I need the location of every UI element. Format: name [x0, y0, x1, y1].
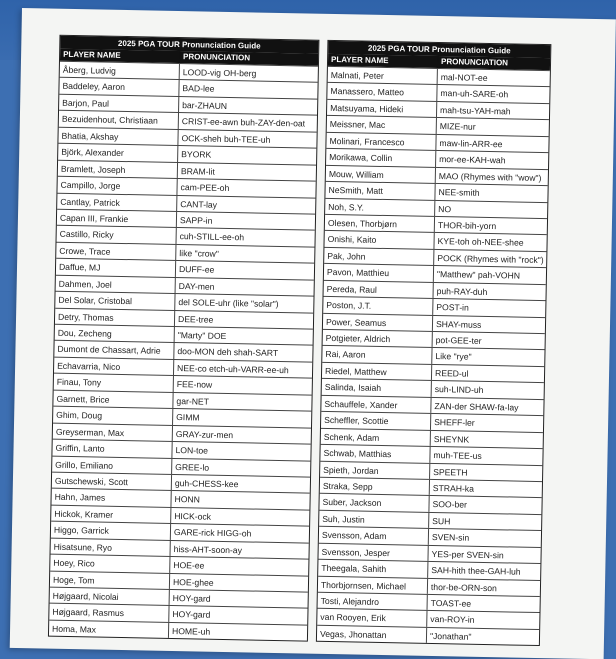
player-name-cell: Hoge, Tom [50, 571, 170, 589]
pronunciation-cell: BAD-lee [182, 83, 215, 95]
pronunciation-cell: STRAH-ka [432, 482, 475, 494]
pronunciation-cell: SHEFF-ler [434, 417, 475, 428]
pronunciation-cell: CRIST-ee-awn buh-ZAY-den-oat [181, 116, 306, 129]
player-name-cell: Mouw, William [326, 165, 436, 183]
player-name-cell: Capan III, Frankie [57, 210, 177, 228]
pronunciation-cell: suh-LIND-uh [434, 384, 484, 396]
pronunciation-cell: cam-PEE-oh [180, 182, 230, 194]
pronunciation-cell: NEE-smith [438, 187, 480, 198]
player-name-cell: Barjon, Paul [59, 95, 179, 113]
player-name-cell: Noh, S.Y. [325, 198, 435, 216]
player-name-cell: Suber, Jackson [319, 494, 429, 512]
pronunciation-cell: muh-TEE-us [433, 450, 482, 461]
pronunciation-cell: CANT-lay [180, 198, 218, 210]
pronunciation-cell: DEE-tree [177, 313, 214, 325]
player-name-cell: Hickok, Kramer [51, 505, 171, 523]
right-table [316, 40, 552, 647]
player-name-cell: Pak, John [324, 248, 434, 266]
pronunciation-cell: SUH [432, 515, 451, 527]
pronunciation-cell: LOOD-vig OH-berg [182, 67, 257, 79]
player-name-cell: Finau, Tony [54, 374, 174, 392]
pronunciation-cell: maw-lin-ARR-ee [439, 137, 503, 149]
player-name-cell: Hahn, James [51, 489, 171, 507]
player-name-cell: Molinari, Francesco [326, 133, 436, 151]
pronunciation-cell: mor-ee-KAH-wah [439, 154, 506, 166]
pronunciation-cell: SOO-ber [432, 499, 468, 511]
pronunciation-cell: DUFF-ee [178, 264, 215, 275]
pronunciation-cell: thor-be-ORN-son [430, 581, 497, 593]
pronunciation-cell: del SOLE-uhr (like "solar") [178, 297, 279, 310]
pronunciation-cell: REED-ul [434, 367, 469, 379]
table-body [49, 61, 318, 641]
player-name-cell: Higgo, Garrick [51, 522, 171, 540]
pronunciation-cell: ZAN-der SHAW-fa-lay [434, 400, 519, 413]
player-name-cell: Schwab, Matthias [320, 445, 430, 463]
player-name-cell: Åberg, Ludvig [60, 62, 180, 80]
pronunciation-cell: POST-in [436, 302, 469, 313]
player-name-cell: Schauffele, Xander [321, 396, 431, 414]
pronunciation-cell: MIZE-nur [439, 121, 476, 133]
player-name-cell: Morikawa, Collin [326, 149, 436, 167]
header-pronunciation: PRONUNCIATION [440, 57, 509, 68]
pronunciation-cell: GREE-lo [175, 461, 210, 473]
pronunciation-cell: mal-NOT-ee [440, 72, 488, 83]
player-name-cell: Griffin, Lanto [52, 440, 172, 458]
pronunciation-cell: pot-GEE-ter [435, 335, 482, 346]
player-name-cell: Tosti, Alejandro [318, 593, 428, 611]
player-name-cell: Echavarria, Nico [54, 358, 174, 376]
player-name-cell: Svensson, Jesper [318, 543, 428, 561]
player-name-cell: Del Solar, Cristobal [55, 292, 175, 310]
player-name-cell: Potgieter, Aldrich [323, 330, 433, 348]
pronunciation-cell: GARE-rick HIGG-oh [173, 527, 252, 539]
pronunciation-cell: THOR-bih-yorn [437, 219, 497, 232]
player-name-cell: Rai, Aaron [322, 346, 432, 364]
pronunciation-cell: HICK-ock [174, 510, 212, 522]
pronunciation-cell: HONN [174, 494, 200, 505]
header-player-name: PLAYER NAME [328, 54, 438, 68]
pronunciation-cell: puh-RAY-duh [436, 285, 488, 297]
player-name-cell: Spieth, Jordan [320, 461, 430, 479]
pronunciation-cell: mah-tsu-YAH-mah [440, 104, 511, 117]
player-name-cell: Bhatia, Akshay [58, 127, 178, 145]
player-name-cell: Theegala, Sahith [318, 560, 428, 578]
player-name-cell: van Rooyen, Erik [317, 609, 427, 627]
pronunciation-cell: GRAY-zur-men [175, 428, 234, 440]
player-name-cell: Matsuyama, Hideki [327, 100, 437, 118]
pronunciation-cell: van-ROY-in [430, 614, 475, 626]
pronunciation-cell: gar-NET [176, 395, 210, 407]
player-name-cell: Scheffler, Scottie [321, 412, 431, 430]
header-player-name: PLAYER NAME [60, 49, 180, 63]
player-name-cell: Schenk, Adam [321, 428, 431, 446]
pronunciation-cell: SHAY-muss [435, 318, 482, 330]
pronunciation-cell: FEE-now [176, 379, 213, 391]
player-name-cell: Grillo, Emiliano [52, 456, 172, 474]
player-name-cell: Crowe, Trace [56, 243, 176, 261]
player-name-cell: Vegas, Jhonattan [317, 626, 427, 644]
table-title: 2025 PGA TOUR Pronunciation Guide [60, 36, 318, 54]
pronunciation-cell: MAO (Rhymes with "wow") [438, 170, 542, 183]
player-name-cell: Olesen, Thorbjørn [325, 215, 435, 233]
pronunciation-cell: hiss-AHT-soon-ay [173, 543, 243, 556]
player-name-cell: Thorbjornsen, Michael [318, 576, 428, 594]
player-name-cell: Greyserman, Max [53, 423, 173, 441]
player-name-cell: Svensson, Adam [319, 527, 429, 545]
pronunciation-cell: BRAM-lit [180, 165, 215, 177]
player-name-cell: Homa, Max [49, 621, 169, 639]
pronunciation-cell: SPEETH [433, 466, 468, 478]
player-name-cell: NeSmith, Matt [325, 182, 435, 200]
player-name-cell: Garnett, Brice [53, 390, 173, 408]
pronunciation-cell: KYE-toh oh-NEE-shee [437, 236, 524, 249]
player-name-cell: Baddeley, Aaron [59, 78, 179, 96]
pronunciation-cell: "Jonathan" [429, 630, 472, 642]
pronunciation-cell: "Matthew" pah-VOHN [436, 269, 521, 281]
pronunciation-cell: NO [438, 203, 452, 214]
pronunciation-cell: OCK-sheh buh-TEE-uh [181, 132, 271, 145]
pronunciation-cell: YES-per SVEN-sin [431, 548, 504, 561]
pronunciation-cell: SVEN-sin [431, 532, 470, 543]
pronunciation-cell: SAPP-in [179, 215, 213, 226]
player-name-cell: Campillo, Jorge [57, 177, 177, 195]
player-name-cell: Gutschewski, Scott [52, 473, 172, 491]
player-name-cell: Bramlett, Joseph [58, 160, 178, 178]
pronunciation-cell: SHEYNK [433, 433, 470, 445]
pronunciation-cell: BYORK [181, 149, 212, 160]
pronunciation-guide-paper [10, 8, 616, 659]
pronunciation-cell: cuh-STILL-ee-oh [179, 231, 245, 243]
player-name-cell: Detry, Thomas [55, 308, 175, 326]
pronunciation-cell: HOME-uh [171, 625, 211, 637]
pronunciation-cell: "Marty" DOE [177, 330, 227, 341]
header-pronunciation: PRONUNCIATION [183, 52, 251, 63]
pronunciation-cell: Like "rye" [435, 351, 472, 363]
player-name-cell: Power, Seamus [323, 313, 433, 331]
table-title: 2025 PGA TOUR Pronunciation Guide [328, 41, 550, 58]
table-body [317, 66, 550, 645]
pronunciation-cell: guh-CHESS-kee [174, 477, 239, 490]
player-name-cell: Suh, Justin [319, 511, 429, 529]
player-name-cell: Meissner, Mac [327, 116, 437, 134]
player-name-cell: Poston, J.T. [323, 297, 433, 315]
player-name-cell: Onishi, Kaito [324, 231, 434, 249]
pronunciation-cell: GIMM [176, 412, 200, 423]
player-name-cell: Castillo, Ricky [57, 226, 177, 244]
player-name-cell: Ghim, Doug [53, 407, 173, 425]
player-name-cell: Daffue, MJ [56, 259, 176, 277]
player-name-cell: Salinda, Isaiah [322, 379, 432, 397]
pronunciation-cell: TOAST-ee [430, 597, 472, 609]
player-name-cell: Malnati, Peter [328, 67, 438, 85]
player-name-cell: Dahmen, Joel [56, 275, 176, 293]
player-name-cell: Cantlay, Patrick [57, 193, 177, 211]
pronunciation-cell: HOY-gard [172, 609, 211, 621]
player-name-cell: Straka, Sepp [320, 478, 430, 496]
pronunciation-cell: man-uh-SARE-oh [440, 88, 509, 100]
player-name-cell: Pavon, Matthieu [324, 264, 434, 282]
player-name-cell: Hoey, Rico [50, 555, 170, 573]
player-name-cell: Pereda, Raul [324, 281, 434, 299]
pronunciation-cell: SAH-hith thee-GAH-luh [431, 565, 521, 577]
pronunciation-cell: HOE-ee [173, 560, 205, 571]
pronunciation-cell: NEE-co etch-uh-VARR-ee-uh [177, 362, 289, 376]
player-name-cell: Dumont de Chassart, Adrie [54, 341, 174, 359]
player-name-cell: Riedel, Matthew [322, 363, 432, 381]
player-name-cell: Højgaard, Rasmus [49, 604, 169, 622]
player-name-cell: Björk, Alexander [58, 144, 178, 162]
player-name-cell: Bezuidenhout, Christiaan [59, 111, 179, 129]
pronunciation-cell: DAY-men [178, 280, 215, 292]
pronunciation-cell: HOE-ghee [172, 576, 214, 588]
player-name-cell: Højgaard, Nicolai [50, 588, 170, 606]
pronunciation-cell: like "crow" [179, 247, 219, 259]
pronunciation-cell: LON-toe [175, 445, 209, 456]
player-name-cell: Dou, Zecheng [55, 325, 175, 343]
player-name-cell: Hisatsune, Ryo [51, 538, 171, 556]
pronunciation-cell: POCK (Rhymes with "rock") [437, 252, 544, 265]
pronunciation-cell: doo-MON deh shah-SART [177, 346, 279, 359]
player-name-cell: Manassero, Matteo [327, 83, 437, 101]
pronunciation-cell: HOY-gard [172, 593, 211, 604]
pronunciation-cell: bar-ZHAUN [182, 99, 228, 111]
left-table [48, 35, 320, 642]
